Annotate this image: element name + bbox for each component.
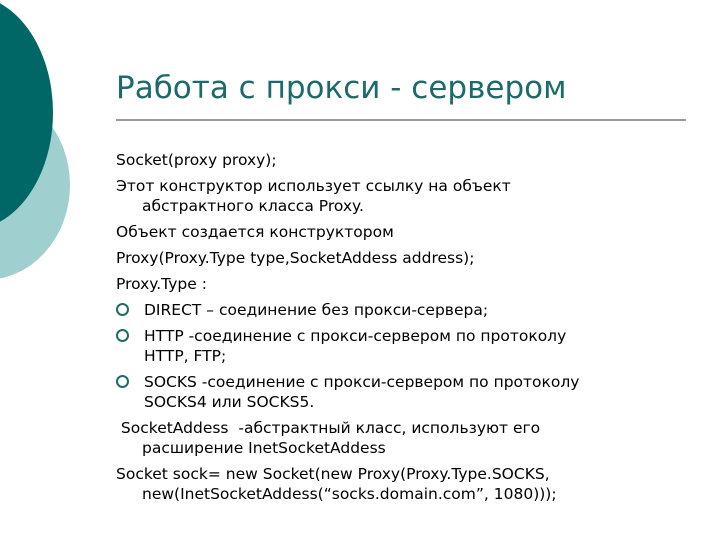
title-divider: [116, 119, 686, 121]
code-line: Socket sock= new Socket(new Proxy(Proxy.Type.SOCKS, new(InetSocketAddess(“socks.domain.com”, 1080)));: [116, 465, 557, 503]
bullet-circle-icon: [116, 329, 129, 342]
text-line: Этот конструктор использует ссылку на объект абстрактного класса Proxy.: [116, 177, 511, 215]
bullet-item: HTTP -соединение с прокси-сервером по протоколу HTTP, FTP;: [116, 326, 696, 366]
text-line: Socket(proxy proxy);: [116, 151, 277, 169]
bullet-item: DIRECT – соединение без прокси-сервера;: [116, 300, 696, 320]
bullet-circle-icon: [116, 303, 129, 316]
text-line: Proxy(Proxy.Type type,SocketAddess address);: [116, 249, 475, 267]
bullet-circle-icon: [116, 375, 129, 388]
text-line: SocketAddess -абстрактный класс, используют его расширение InetSocketAddess: [116, 419, 541, 457]
bullet-item: SOCKS -соединение с прокси-сервером по протоколу SOCKS4 или SOCKS5.: [116, 372, 696, 412]
text-line: Объект создается конструктором: [116, 223, 394, 241]
slide-body: [116, 150, 696, 510]
text-line: Proxy.Type :: [116, 275, 207, 293]
slide-title: Работа с прокси - сервером: [116, 70, 567, 106]
